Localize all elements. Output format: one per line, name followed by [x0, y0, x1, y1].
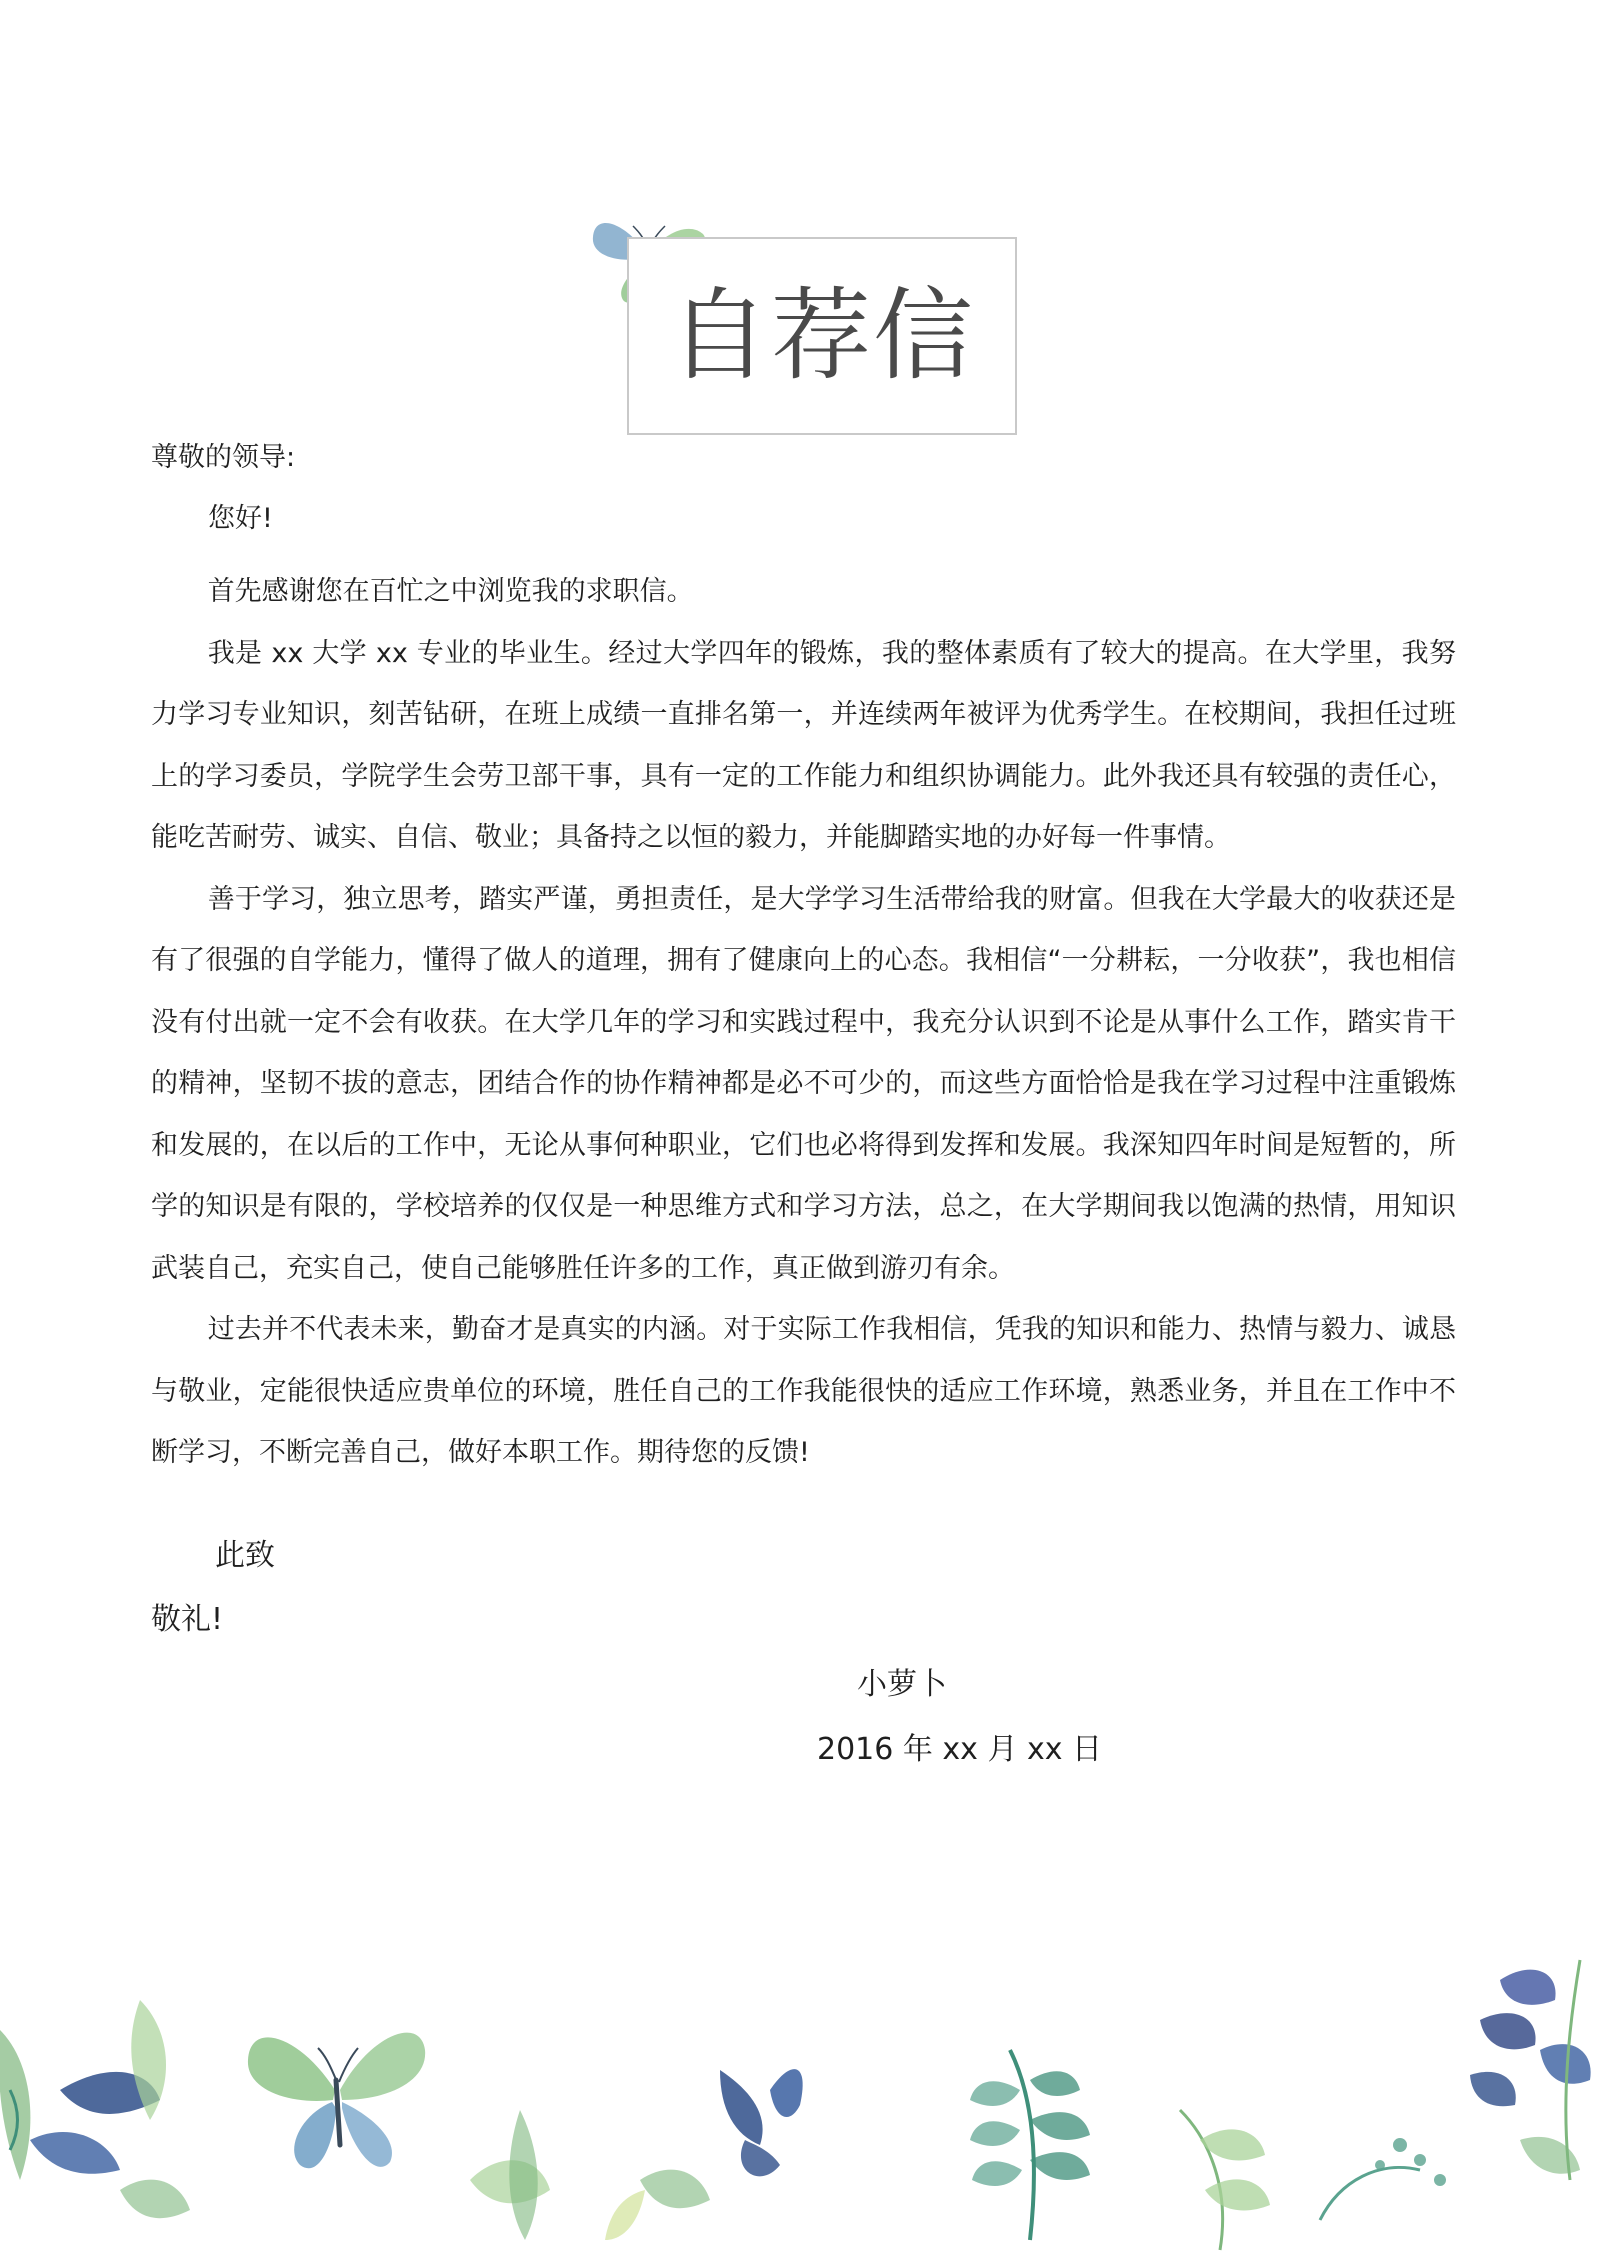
closing-line-2: 敬礼! — [151, 1602, 224, 1637]
salutation: 尊敬的领导: — [151, 442, 296, 473]
page-title: 自荐信 — [669, 277, 975, 394]
paragraph: 首先感谢您在百忙之中浏览我的求职信。 — [207, 576, 694, 607]
paragraph: 善于学习，独立思考，踏实严谨，勇担责任，是大学学习生活带给我的财富。但我在大学最大的收获还是有了很强的自学能力，懂得了做人的道理，拥有了健康向上的心态。我相信“一分耕耘，一分收获”，我也相信没有付出就一定不会有收获。在大学几年的学习和实践过程中，我充分认识到不论是从事什么工作，踏实肯干的精神，坚韧不拔的意志，团结合作的协作精神都是必不可少的，而这些方面恰恰是我在学习过程中注重锻炼和发展的，在以后的工作中，无论从事何种职业，它们也必将得到发挥和发展。我深知四年时间是短暂的，所学的知识是有限的，学校培养的仅仅是一种思维方式和学习方法，总之，在大学期间我以饱满的热情，用知识武装自己，充实自己，使自己能够胜任许多的工作，真正做到游刃有余。 — [151, 883, 1456, 1284]
letter-body — [151, 561, 1456, 1484]
floral-border — [0, 1940, 1600, 2263]
paragraph: 过去并不代表未来，勤奋才是真实的内涵。对于实际工作我相信，凭我的知识和能力、热情与毅力、诚恳与敬业，定能很快适应贵单位的环境，胜任自己的工作我能很快的适应工作环境，熟悉业务，并且在工作中不断学习，不断完善自己，做好本职工作。期待您的反馈! — [151, 1314, 1456, 1468]
date: 2016 年 xx 月 xx 日 — [817, 1732, 1103, 1767]
paragraph: 我是 xx 大学 xx 专业的毕业生。经过大学四年的锻炼，我的整体素质有了较大的提高。在大学里，我努力学习专业知识，刻苦钻研，在班上成绩一直排名第一，并连续两年被评为优秀学生。在校期间，我担任过班上的学习委员，学院学生会劳卫部干事，具有一定的工作能力和组织协调能力。此外我还具有较强的责任心，能吃苦耐劳、诚实、自信、敬业；具备持之以恒的毅力，并能脚踏实地的办好每一件事情。 — [151, 637, 1456, 853]
signature: 小萝卜 — [857, 1667, 947, 1702]
closing-line-1: 此致 — [215, 1538, 275, 1573]
butterfly-icon — [248, 2033, 425, 2169]
greeting: 您好! — [208, 503, 273, 534]
